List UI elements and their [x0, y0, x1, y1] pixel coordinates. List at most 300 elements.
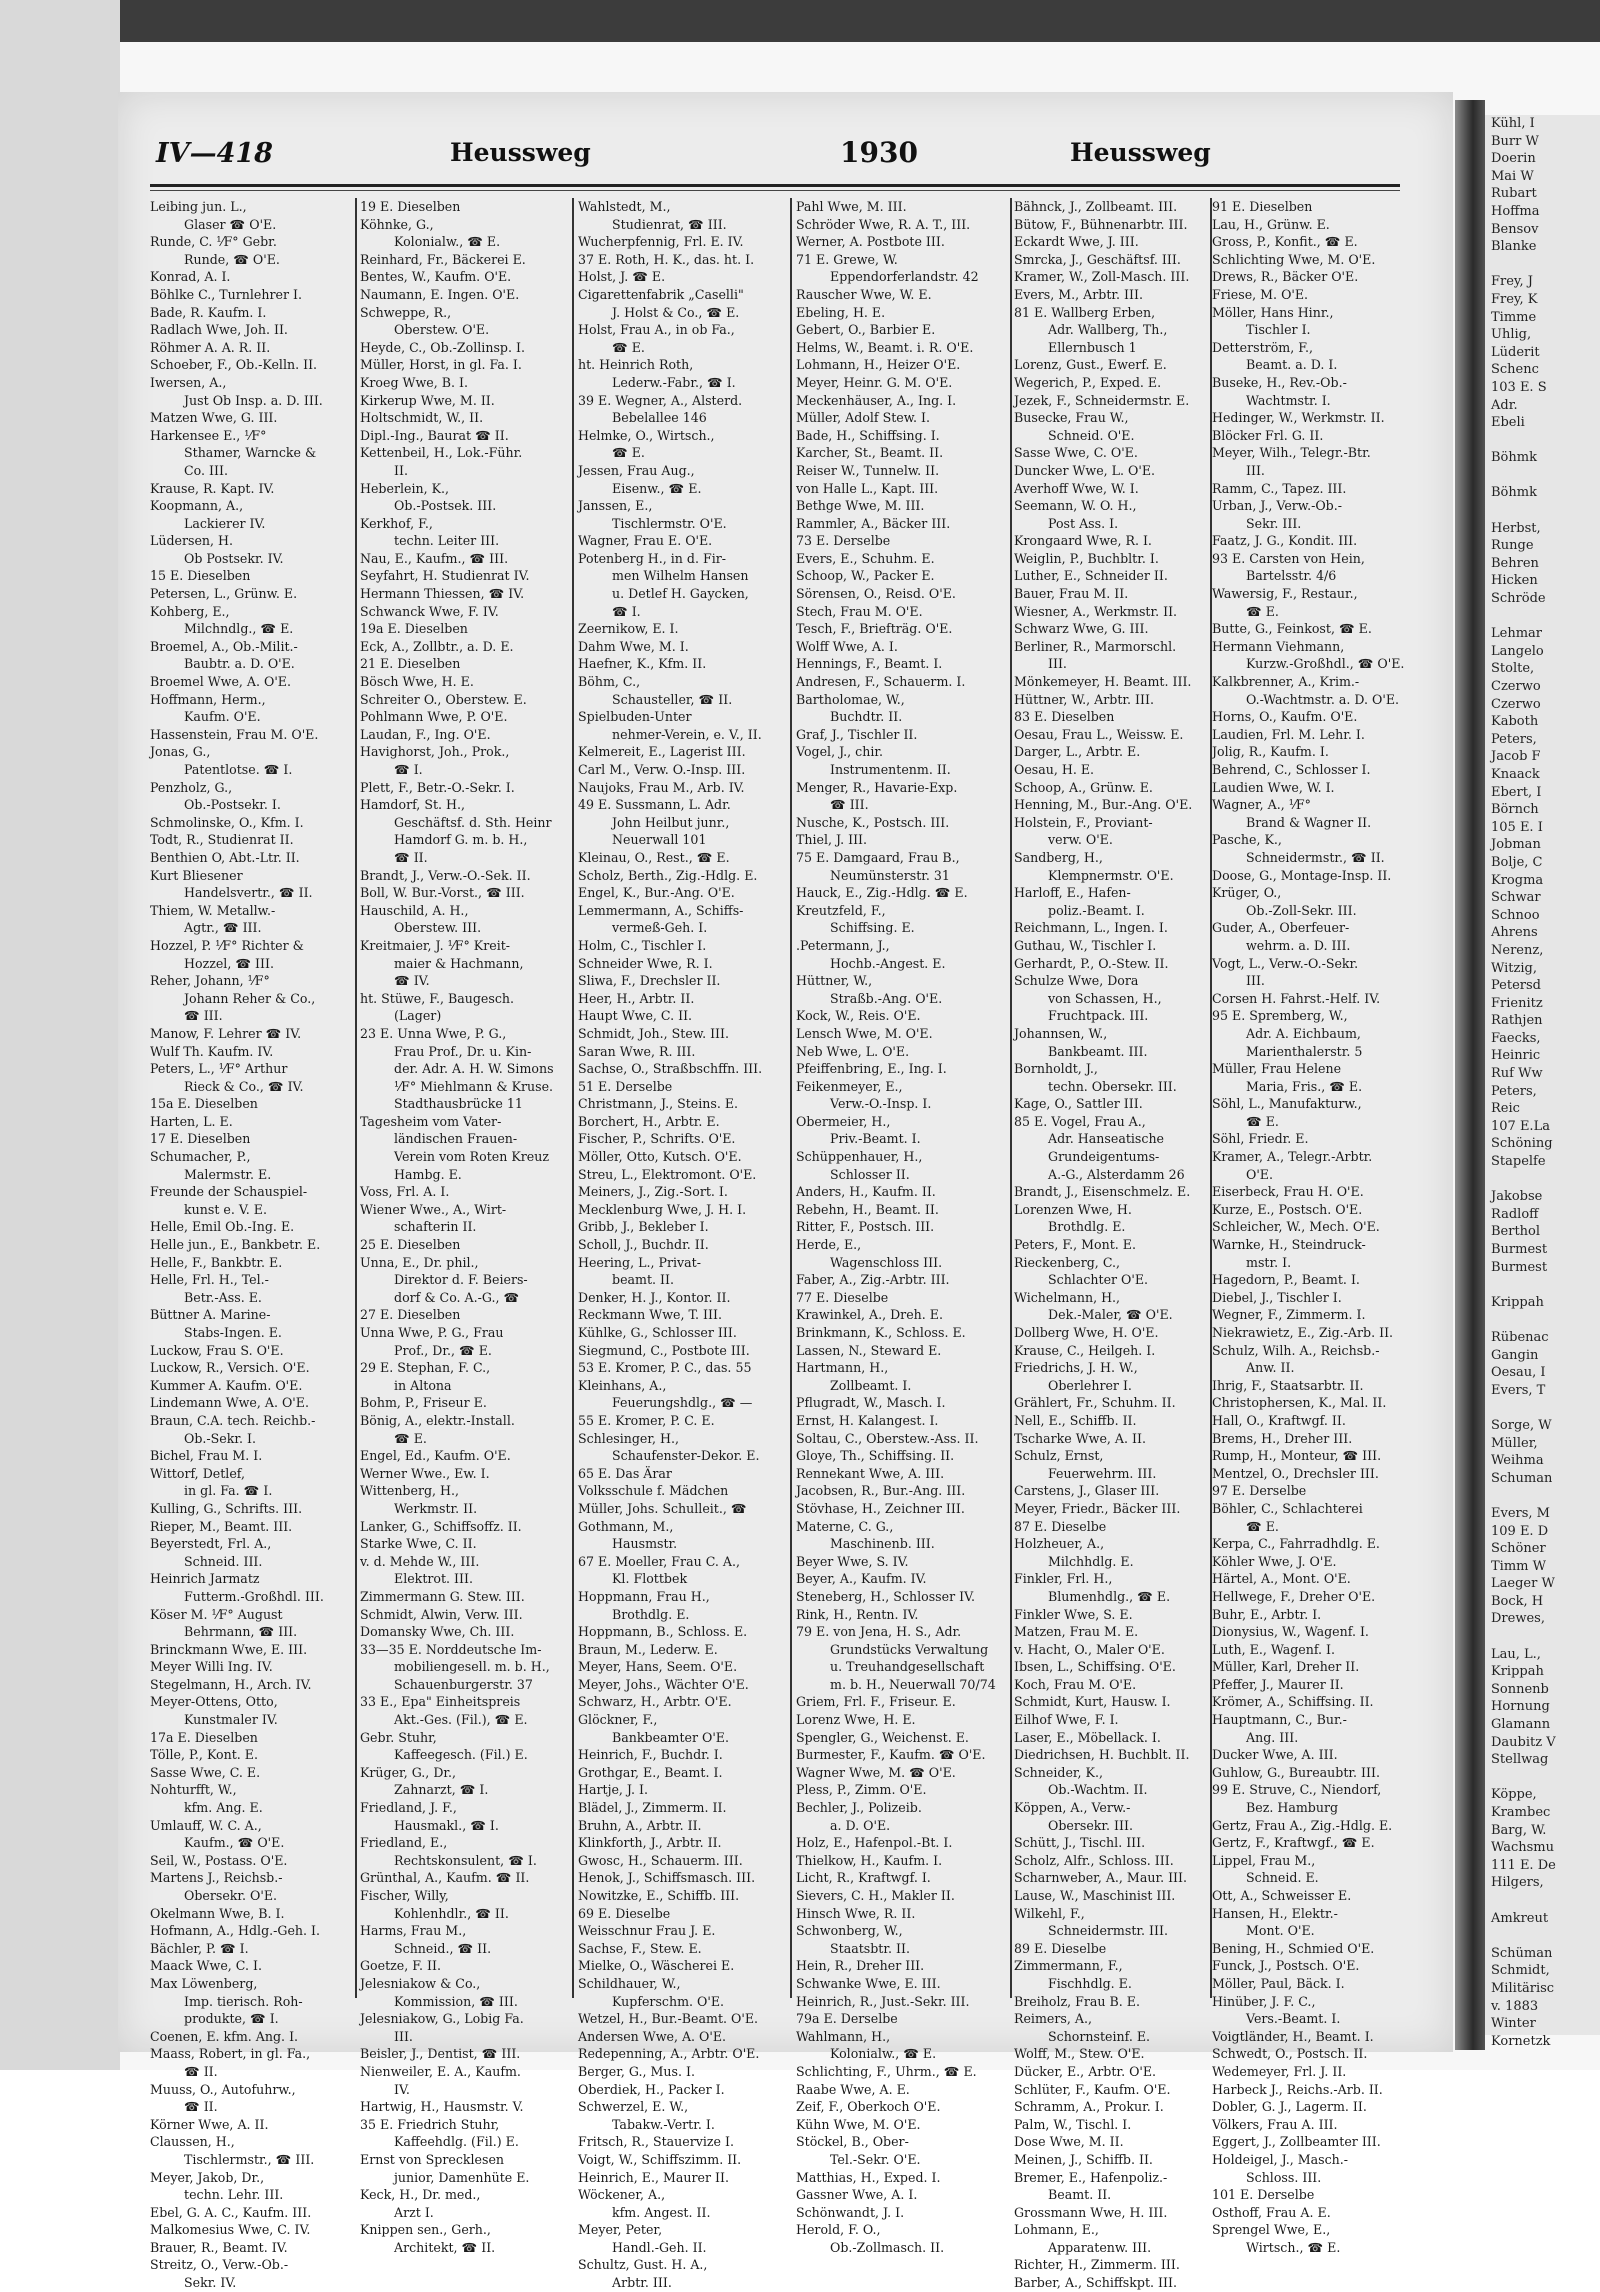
directory-entry: Diebel, J., Tischler I. [1212, 1289, 1342, 1305]
directory-entry: Hartmann, H., [796, 1360, 889, 1376]
directory-entry: Wolff Wwe, A. I. [796, 638, 898, 654]
directory-entry: Materne, C. G., [796, 1518, 894, 1534]
directory-entry: Heer, H., Arbtr. II. [578, 990, 695, 1006]
directory-entry: Guhlow, G., Bureaubtr. III. [1212, 1764, 1380, 1780]
directory-entry: Böhler, C., Schlachterei [1212, 1500, 1363, 1516]
directory-entry: Lemmermann, A., Schiffs- [578, 902, 744, 918]
directory-entry: Andresen, F., Schauerm. I. [796, 674, 966, 690]
facing-page-line [1485, 256, 1600, 274]
directory-entry: Hauschild, A. H., [360, 902, 469, 918]
directory-entry: Jelesniakow, G., Lobig Fa. [360, 2011, 524, 2027]
directory-entry: Sachse, F., Stew. E. [578, 1940, 702, 1956]
directory-entry: Fischer, Willy, [360, 1888, 449, 1903]
directory-entry: 95 E. Spremberg, W., [1212, 1008, 1348, 1024]
directory-entry: Kroeg Wwe, B. I. [360, 374, 468, 390]
directory-entry: Sörensen, O., Reisd. O'E. [796, 586, 956, 602]
directory-entry: Stövhase, H., Zeichner III. [796, 1500, 965, 1516]
scanner-edge-left [0, 0, 120, 2070]
directory-entry: Adr. Hanseatische [1032, 1131, 1165, 1147]
facing-page-line: Krambec [1491, 1805, 1551, 1820]
directory-entry: Runde, ☎ O'E. [168, 251, 280, 267]
directory-entry: Hein, R., Dreher III. [796, 1958, 925, 1974]
facing-page-line: Schnoo [1491, 907, 1540, 923]
directory-entry: 19a E. Dieselben [360, 621, 468, 637]
facing-page-line: Laeger W [1491, 1576, 1555, 1592]
directory-entry: Kaffeegesch. (Fil.) E. [378, 1747, 528, 1763]
facing-page-line: Ahrens [1491, 925, 1538, 941]
directory-entry: Ob.-Postsek. III. [378, 498, 497, 514]
directory-entry: Ob.-Zollmasch. II. [814, 2239, 945, 2255]
directory-entry: Kock, W., Reis. O'E. [796, 1008, 921, 1024]
directory-entry: Laser, E., Möbellack. I. [1014, 1729, 1161, 1745]
directory-entry: Friese, M. O'E. [1212, 286, 1309, 302]
directory-entry: Schwedt, O., Postsch. II. [1212, 2046, 1368, 2062]
directory-entry: 93 E. Carsten von Hein, [1212, 550, 1365, 566]
facing-page-fragment [1485, 115, 1600, 2049]
directory-entry: Möller, Otto, Kutsch. O'E. [578, 1149, 742, 1165]
directory-entry: Krawinkel, A., Dreh. E. [796, 1307, 943, 1323]
directory-entry: Scholz, Alfr., Schloss. III. [1014, 1852, 1174, 1868]
directory-entry: Spengler, G., Weichenst. E. [796, 1729, 969, 1745]
directory-entry: Schreiter O., Oberstew. E. [360, 691, 527, 707]
facing-page-line: Sonnenb [1491, 1681, 1549, 1697]
directory-entry: Helle, Emil Ob.-Ing. E. [150, 1219, 295, 1235]
directory-entry: Ibsen, L., Schiffsing. O'E. [1014, 1659, 1176, 1675]
directory-entry: Johannsen, W., [1014, 1025, 1108, 1041]
directory-entry: Kl. Flottbek [596, 1571, 688, 1587]
directory-entry: Maria, Fris., ☎ E. [1230, 1078, 1363, 1094]
facing-page-line: Stellwag [1491, 1752, 1549, 1768]
directory-entry: Kreutzfeld, F., [796, 902, 886, 918]
directory-entry: Brand & Wagner II. [1230, 814, 1372, 830]
directory-entry: Faatz, J. G., Kondit. III. [1212, 533, 1358, 549]
directory-entry: Seemann, W. O. H., [1014, 498, 1137, 514]
directory-entry: Eisenw., ☎ E. [596, 480, 702, 496]
directory-entry: Grundstücks Verwaltung [814, 1641, 989, 1657]
directory-entry: Manow, F. Lehrer ☎ IV. [150, 1025, 302, 1041]
facing-page-line: Glamann [1491, 1717, 1551, 1733]
directory-entry: Verw.-O.-Insp. I. [814, 1096, 932, 1112]
directory-entry: Berger, G., Mus. I. [578, 2063, 695, 2079]
directory-entry: Oesau, Frau L., Weissw. E. [1014, 726, 1184, 742]
directory-entry: kfm. Ang. E. [168, 1800, 263, 1816]
directory-entry: Wegner, F., Zimmerm. I. [1212, 1307, 1366, 1323]
directory-entry: Steneberg, H., Schlosser IV. [796, 1588, 975, 1604]
directory-entry: Schumacher, P., [150, 1149, 251, 1165]
directory-entry: Hedinger, W., Werkmstr. II. [1212, 410, 1385, 426]
directory-entry: Ramm, C., Tapez. III. [1212, 480, 1347, 496]
directory-entry: Vogt, L., Verw.-O.-Sekr. [1212, 955, 1359, 971]
directory-entry: Friedland, E., [360, 1835, 448, 1851]
street-name-left: Heussweg [450, 138, 591, 167]
directory-entry: 25 E. Dieselben [360, 1237, 461, 1253]
facing-page-line [1485, 2050, 1600, 2068]
directory-entry: Verein vom Roten Kreuz [378, 1149, 549, 1165]
directory-entry: Kramer, A., Telegr.-Arbtr. [1212, 1149, 1373, 1165]
directory-entry: Lause, W., Maschinist III. [1014, 1888, 1176, 1903]
facing-page-line: Timme [1491, 309, 1537, 325]
directory-entry: Ott, A., Schweisser E. [1212, 1888, 1352, 1903]
directory-entry: Feuerwehrm. III. [1032, 1465, 1157, 1481]
directory-entry: Lackierer IV. [168, 515, 266, 531]
directory-entry: Siegmund, C., Postbote III. [578, 1342, 750, 1358]
directory-entry: Sthamer, Warncke & [168, 445, 317, 461]
directory-entry: Maschinenb. III. [814, 1536, 935, 1552]
directory-entry: Brinkmann, K., Schloss. E. [796, 1325, 966, 1340]
directory-entry: Kohberg, E., [150, 603, 230, 619]
directory-entry: Studienrat, ☎ III. [596, 216, 727, 232]
directory-entry: ☎ E. [596, 445, 645, 461]
directory-entry: Wiener Wwe., A., Wirt- [360, 1201, 507, 1217]
facing-page-line: Gangin [1491, 1347, 1539, 1363]
directory-entry: IV. [378, 2081, 410, 2097]
directory-entry: Imp. tierisch. Roh- [168, 1993, 303, 2009]
directory-entry: Kurze, E., Postsch. O'E. [1212, 1201, 1363, 1217]
directory-column [1212, 198, 1405, 2255]
directory-entry: Müller, Karl, Dreher II. [1212, 1659, 1360, 1675]
directory-entry: Stech, Frau M. O'E. [796, 603, 923, 619]
directory-entry: Gross, P., Konfit., ☎ E. [1212, 234, 1358, 250]
directory-entry: Kühn Wwe, M. O'E. [796, 2116, 921, 2132]
directory-entry: Harkensee E., ⅟F° [150, 427, 267, 443]
directory-entry: Gloye, Th., Schiffsing. II. [796, 1448, 955, 1464]
directory-entry: Helle jun., E., Bankbetr. E. [150, 1237, 321, 1253]
directory-entry: Holzheuer, A., [1014, 1536, 1105, 1552]
directory-entry: Wolff, M., Stew. O'E. [1014, 2046, 1145, 2062]
directory-entry: Wittenberg, H., [360, 1483, 460, 1499]
directory-entry: Doose, G., Montage-Insp. II. [1212, 867, 1392, 883]
directory-entry: Holdeigel, J., Masch.- [1212, 2151, 1349, 2167]
directory-entry: Obersekr. O'E. [168, 1888, 278, 1903]
directory-entry: Pfeffer, J., Maurer II. [1212, 1676, 1344, 1692]
facing-page-line: Czerwo [1491, 679, 1541, 694]
directory-entry: Osthoff, Frau A. E. [1212, 2204, 1331, 2220]
directory-entry: Möller, Paul, Bäck. I. [1212, 1975, 1345, 1991]
directory-entry: Schneidermstr., ☎ II. [1230, 849, 1385, 865]
directory-entry: Meyer, Johs., Wächter O'E. [578, 1676, 749, 1692]
directory-entry: Baubtr. a. D. O'E. [168, 656, 295, 672]
directory-entry: Drews, R., Bäcker O'E. [1212, 269, 1359, 285]
directory-entry: Ob.-Postsekr. I. [168, 797, 281, 813]
facing-page-line [1485, 1769, 1600, 1787]
directory-entry: Domansky Wwe, Ch. III. [360, 1624, 515, 1640]
directory-entry: Beisler, J., Dentist, ☎ III. [360, 2046, 521, 2062]
directory-entry: Nohturfft, W., [150, 1782, 237, 1798]
directory-entry: Todt, R., Studienrat II. [150, 832, 294, 848]
directory-entry: Kurzw.-Großhdl., ☎ O'E. [1230, 656, 1405, 672]
directory-entry: Laudien, Frl. M. Lehr. I. [1212, 726, 1365, 742]
directory-entry: Broemel Wwe, A. O'E. [150, 674, 292, 690]
directory-entry: mobiliengesell. m. b. H., [378, 1659, 550, 1675]
directory-entry: Wedemeyer, Frl. J. II. [1212, 2063, 1347, 2079]
directory-entry: Krüger, G., Dr., [360, 1764, 457, 1780]
directory-entry: Potenberg H., in d. Fir- [578, 550, 727, 566]
facing-page-line: Amkreut [1491, 1910, 1549, 1926]
directory-entry: Zollbeamt. I. [814, 1377, 912, 1393]
directory-entry: Fischer, P., Schrifts. O'E. [578, 1131, 736, 1147]
directory-entry: Wilkehl, F., [1014, 1905, 1085, 1921]
directory-entry: Luther, E., Schneider II. [1014, 568, 1168, 584]
directory-entry: Wawersig, F., Restaur., [1212, 586, 1358, 602]
facing-page-line: Rübenac [1491, 1329, 1549, 1345]
directory-entry: Kirkerup Wwe, M. II. [360, 392, 495, 408]
directory-entry: Eppendorferlandstr. 42 [814, 269, 979, 285]
directory-entry: Karcher, St., Beamt. II. [796, 445, 944, 461]
directory-entry: Kelmereit, E., Lagerist III. [578, 744, 746, 760]
directory-entry: Stadthausbrücke 11 [378, 1096, 523, 1112]
directory-entry: Stabs-Ingen. E. [168, 1325, 282, 1340]
directory-entry: Holtschmidt, W., II. [360, 410, 484, 426]
directory-entry: ☎ E. [378, 1430, 427, 1446]
directory-entry: Architekt, ☎ II. [378, 2239, 496, 2255]
facing-page-line: Frey, K [1491, 291, 1538, 307]
directory-entry: Neb Wwe, L. O'E. [796, 1043, 910, 1059]
directory-entry: 99 E. Struve, C., Niendorf, [1212, 1782, 1382, 1798]
directory-entry: Coenen, E. kfm. Ang. I. [150, 2028, 299, 2044]
directory-entry: Hüttner, W., Arbtr. III. [1014, 691, 1154, 707]
directory-entry: Burmester, F., Kaufm. ☎ O'E. [796, 1747, 986, 1763]
directory-entry: Müller, Horst, in gl. Fa. I. [360, 357, 522, 373]
facing-page-line: Stolte, [1491, 661, 1535, 677]
directory-entry: maier & Hachmann, [378, 955, 524, 971]
directory-entry: Kühlke, G., Schlosser III. [578, 1325, 737, 1340]
facing-page-line: Bock, H [1491, 1593, 1544, 1609]
directory-entry: Maass, Robert, in gl. Fa., [150, 2046, 311, 2062]
directory-entry: Haupt Wwe, C. II. [578, 1008, 693, 1024]
directory-entry: Hochb.-Angest. E. [814, 955, 946, 971]
directory-entry: Kettenbeil, H., Lok.-Führ. [360, 445, 523, 461]
directory-entry: Carstens, J., Glaser III. [1014, 1483, 1160, 1499]
directory-entry: Jacobsen, R., Bur.-Ang. III. [796, 1483, 966, 1499]
directory-entry: Saran Wwe, R. III. [578, 1043, 696, 1059]
directory-entry: Eck, A., Zollbtr., a. D. E. [360, 638, 514, 654]
directory-entry: Schneidermstr. III. [1032, 1923, 1168, 1939]
directory-entry: Lohmann, H., Heizer O'E. [796, 357, 961, 373]
directory-entry: Schneid. E. [1230, 1870, 1319, 1886]
directory-entry: Jolig, R., Kaufm. I. [1212, 744, 1329, 760]
directory-entry: Schausteller, ☎ II. [596, 691, 733, 707]
directory-entry: Hozzel, P. ⅟F° Richter & [150, 937, 304, 953]
directory-entry: Gerhardt, P., O.-Stew. II. [1014, 955, 1169, 971]
directory-entry: Hassenstein, Frau M. O'E. [150, 726, 319, 742]
facing-page-line: Jobman [1491, 837, 1541, 853]
directory-entry: Schauenburgerstr. 37 [378, 1676, 533, 1692]
directory-entry: Funck, J., Postsch. O'E. [1212, 1958, 1360, 1974]
directory-entry: ländischen Frauen- [378, 1131, 518, 1147]
directory-entry: 71 E. Grewe, W. [796, 251, 898, 267]
directory-entry: Klempnermstr. O'E. [1032, 867, 1174, 883]
header-rule-thin [150, 190, 1400, 191]
directory-entry: Ang. III. [1230, 1729, 1299, 1745]
directory-entry: Menger, R., Havarie-Exp. [796, 779, 958, 795]
directory-entry: Dose Wwe, M. II. [1014, 2134, 1124, 2150]
directory-entry: 19 E. Dieselben [360, 199, 461, 214]
directory-entry: Naujoks, Frau M., Arb. IV. [578, 779, 745, 795]
directory-entry: Kohlenhdlr., ☎ II. [378, 1905, 509, 1921]
directory-entry: 79a E. Derselbe [796, 2011, 898, 2027]
directory-entry: Kaufm. O'E. [168, 709, 261, 725]
directory-entry: 23 E. Unna Wwe, P. G., [360, 1025, 507, 1041]
directory-entry: Ellernbusch 1 [1032, 339, 1137, 355]
directory-entry: Corsen H. Fahrst.-Helf. IV. [1212, 990, 1381, 1006]
facing-page-line [1485, 1487, 1600, 1505]
directory-entry: Hamdorf, St. H., [360, 797, 465, 813]
directory-entry: Bornholdt, J., [1014, 1061, 1098, 1077]
directory-entry: Beyerstedt, Frl. A., [150, 1536, 272, 1552]
directory-entry: Bönig, A., elektr.-Install. [360, 1412, 515, 1428]
directory-entry: Schulz, Wilh. A., Reichsb.- [1212, 1342, 1380, 1358]
directory-entry: Ob.-Sekr. I. [168, 1430, 256, 1446]
directory-entry: Wachtmstr. I. [1230, 392, 1331, 408]
directory-entry: produkte, ☎ I. [168, 2011, 279, 2027]
directory-entry: Braun, M., Lederw. E. [578, 1641, 718, 1657]
directory-entry: Harten, L. E. [150, 1113, 233, 1129]
directory-entry: Penzholz, G., [150, 779, 233, 795]
directory-entry: Smrcka, J., Geschäftsf. III. [1014, 251, 1181, 267]
directory-entry: Krause, R. Kapt. IV. [150, 480, 275, 496]
directory-entry: Pless, P., Zimm. O'E. [796, 1782, 927, 1798]
directory-entry: Malkomesius Wwe, C. IV. [150, 2222, 311, 2238]
directory-entry: Henning, M., Bur.-Ang. O'E. [1014, 797, 1193, 813]
directory-entry: Schwanck Wwe, F. IV. [360, 603, 499, 619]
directory-entry: techn. Lehr. III. [168, 2187, 284, 2203]
facing-page-line: Lau, L., [1491, 1646, 1541, 1662]
directory-entry: Reinhard, Fr., Bäckerei E. [360, 251, 526, 267]
directory-entry: Hellwege, F., Dreher O'E. [1212, 1588, 1376, 1604]
directory-entry: Klinkforth, J., Arbtr. II. [578, 1835, 722, 1851]
directory-entry: Jelesniakow & Co., [360, 1975, 481, 1991]
directory-entry: Schlüter, F., Kaufm. O'E. [1014, 2081, 1171, 2097]
facing-page-line: Kühl, I [1491, 116, 1535, 131]
directory-entry: Ihrig, F., Staatsarbtr. II. [1212, 1377, 1364, 1393]
directory-entry: Oesau, H. E. [1014, 762, 1095, 777]
facing-page-line: Burr W [1491, 133, 1539, 149]
directory-entry: Post Ass. I. [1032, 515, 1119, 531]
directory-entry: ☎ E. [1230, 1113, 1279, 1129]
directory-entry: 89 E. Dieselbe [1014, 1940, 1107, 1956]
directory-entry: Warnke, H., Steindruck- [1212, 1237, 1366, 1253]
facing-page-line [1485, 1399, 1600, 1417]
directory-entry: Sasse Wwe, C. O'E. [1014, 445, 1138, 461]
directory-entry: ☎ E. [1230, 603, 1279, 619]
directory-entry: Voigt, W., Schiffszimm. II. [578, 2151, 742, 2167]
directory-entry: Buseke, H., Rev.-Ob.- [1212, 374, 1347, 390]
directory-entry: Wulf Th. Kaufm. IV. [150, 1043, 274, 1059]
directory-entry: Heyde, C., Ob.-Zollinsp. I. [360, 339, 525, 355]
directory-entry: Lau, H., Grünw. E. [1212, 216, 1330, 232]
directory-entry: III. [1230, 462, 1265, 478]
directory-entry: Tel.-Sekr. O'E. [814, 2151, 921, 2167]
directory-entry: Havighorst, Joh., Prok., [360, 744, 510, 760]
directory-entry: Wiesner, A., Werkmstr. II. [1014, 603, 1178, 619]
directory-entry: Brauer, R., Beamt. IV. [150, 2239, 288, 2255]
directory-entry: Bächler, P. ☎ I. [150, 1940, 249, 1956]
facing-page-line: Kaboth [1491, 714, 1539, 730]
directory-entry: Neumünsterstr. 31 [814, 867, 950, 883]
directory-entry: Hüttner, W., [796, 973, 873, 989]
directory-entry: Werner, A. Postbote III. [796, 234, 945, 250]
directory-entry: Schiffsing. E. [814, 920, 915, 936]
directory-entry: Schlichting, F., Uhrm., ☎ E. [796, 2063, 977, 2079]
directory-entry: Bankbeamter O'E. [596, 1729, 730, 1745]
directory-entry: Brems, H., Dreher III. [1212, 1430, 1353, 1446]
directory-entry: Schweppe, R., [360, 304, 452, 320]
directory-entry: Weiglin, P., Buchbltr. I. [1014, 550, 1159, 566]
directory-entry: Zeif, F., Oberkoch O'E. [796, 2099, 941, 2115]
directory-entry: Heering, L., Privat- [578, 1254, 701, 1270]
directory-entry: 101 E. Derselbe [1212, 2187, 1315, 2203]
directory-entry: Rieckenberg, C., [1014, 1254, 1121, 1270]
directory-entry: Köhler Wwe, J. O'E. [1212, 1553, 1337, 1569]
directory-entry: Blädel, J., Zimmerm. II. [578, 1800, 727, 1816]
directory-entry: Tagesheim vom Vater- [360, 1113, 502, 1129]
directory-entry: Futterm.-Großhdl. III. [168, 1588, 324, 1604]
directory-entry: ☎ I. [378, 762, 423, 777]
directory-entry: (Lager) [378, 1008, 442, 1024]
facing-page-line: Bolje, C [1491, 854, 1543, 870]
directory-entry: Volksschule f. Mädchen [578, 1483, 729, 1499]
directory-entry: Buhr, E., Arbtr. I. [1212, 1606, 1322, 1622]
directory-entry: Thiel, J. III. [796, 832, 868, 848]
facing-page-line: Berthol [1491, 1224, 1541, 1240]
directory-entry: Mont. O'E. [1230, 1923, 1315, 1939]
directory-entry: Ob.-Zoll-Sekr. III. [1230, 902, 1357, 918]
facing-page-line: Adr. [1491, 397, 1518, 413]
directory-entry: Beyer, A., Kaufm. IV. [796, 1571, 927, 1587]
directory-entry: Laudan, F., Ing. O'E. [360, 726, 491, 742]
directory-entry: vermeß-Geh. I. [596, 920, 708, 936]
directory-entry: Gassner Wwe, A. I. [796, 2187, 918, 2203]
facing-page-line: Behren [1491, 555, 1539, 571]
directory-entry: Streu, L., Elektromont. O'E. [578, 1166, 757, 1182]
directory-entry: Röhmer A. A. R. II. [150, 339, 271, 355]
directory-entry: Hoffmann, Herm., [150, 691, 266, 707]
directory-entry: Straßb.-Ang. O'E. [814, 990, 943, 1006]
directory-entry: beamt. II. [596, 1272, 674, 1288]
directory-column [150, 198, 353, 2291]
directory-entry: kunst e. V. E. [168, 1201, 267, 1217]
directory-entry: Milchndlg., ☎ E. [168, 621, 294, 637]
directory-entry: Kaufm., ☎ O'E. [168, 1835, 285, 1851]
directory-entry: Wetzel, H., Bur.-Beamt. O'E. [578, 2011, 759, 2027]
directory-entry: Müller, Adolf Stew. I. [796, 410, 930, 426]
facing-page-line: Jacob F [1491, 749, 1541, 765]
directory-entry: kfm. Angest. II. [596, 2204, 711, 2220]
directory-entry: 53 E. Kromer, P. C., das. 55 [578, 1360, 752, 1376]
directory-entry: Beyer Wwe, S. IV. [796, 1553, 909, 1569]
directory-entry: ☎ E. [596, 339, 645, 355]
directory-entry: 69 E. Dieselbe [578, 1905, 671, 1921]
directory-entry: Bentes, W., Kaufm. O'E. [360, 269, 512, 285]
directory-entry: Wagenschloss III. [814, 1254, 943, 1270]
facing-page-line: Ebeli [1491, 415, 1525, 431]
directory-entry: Meyer, Friedr., Bäcker III. [1014, 1500, 1181, 1516]
directory-entry: Hall, O., Kraftwgf. II. [1212, 1412, 1346, 1428]
directory-entry: u. Treuhandgesellschaft [814, 1659, 985, 1675]
directory-entry: nehmer-Verein, e. V., II. [596, 726, 762, 742]
directory-entry: Sekr. IV. [168, 2275, 237, 2291]
directory-entry: Elektrot. III. [378, 1571, 473, 1587]
directory-entry: John Heilbut junr., [596, 814, 730, 830]
directory-entry: 33 E., Epa" Einheitspreis [360, 1694, 521, 1710]
directory-entry: Völkers, Frau A. III. [1212, 2116, 1338, 2132]
directory-entry: techn. Obersekr. III. [1032, 1078, 1177, 1094]
directory-entry: Keck, H., Dr. med., [360, 2187, 481, 2203]
directory-entry: Obersekr. III. [1032, 1817, 1133, 1833]
facing-page-line: Schüman [1491, 1945, 1553, 1961]
directory-entry: Harms, Frau M., [360, 1923, 467, 1939]
directory-entry: Glöckner, F., [578, 1712, 658, 1728]
